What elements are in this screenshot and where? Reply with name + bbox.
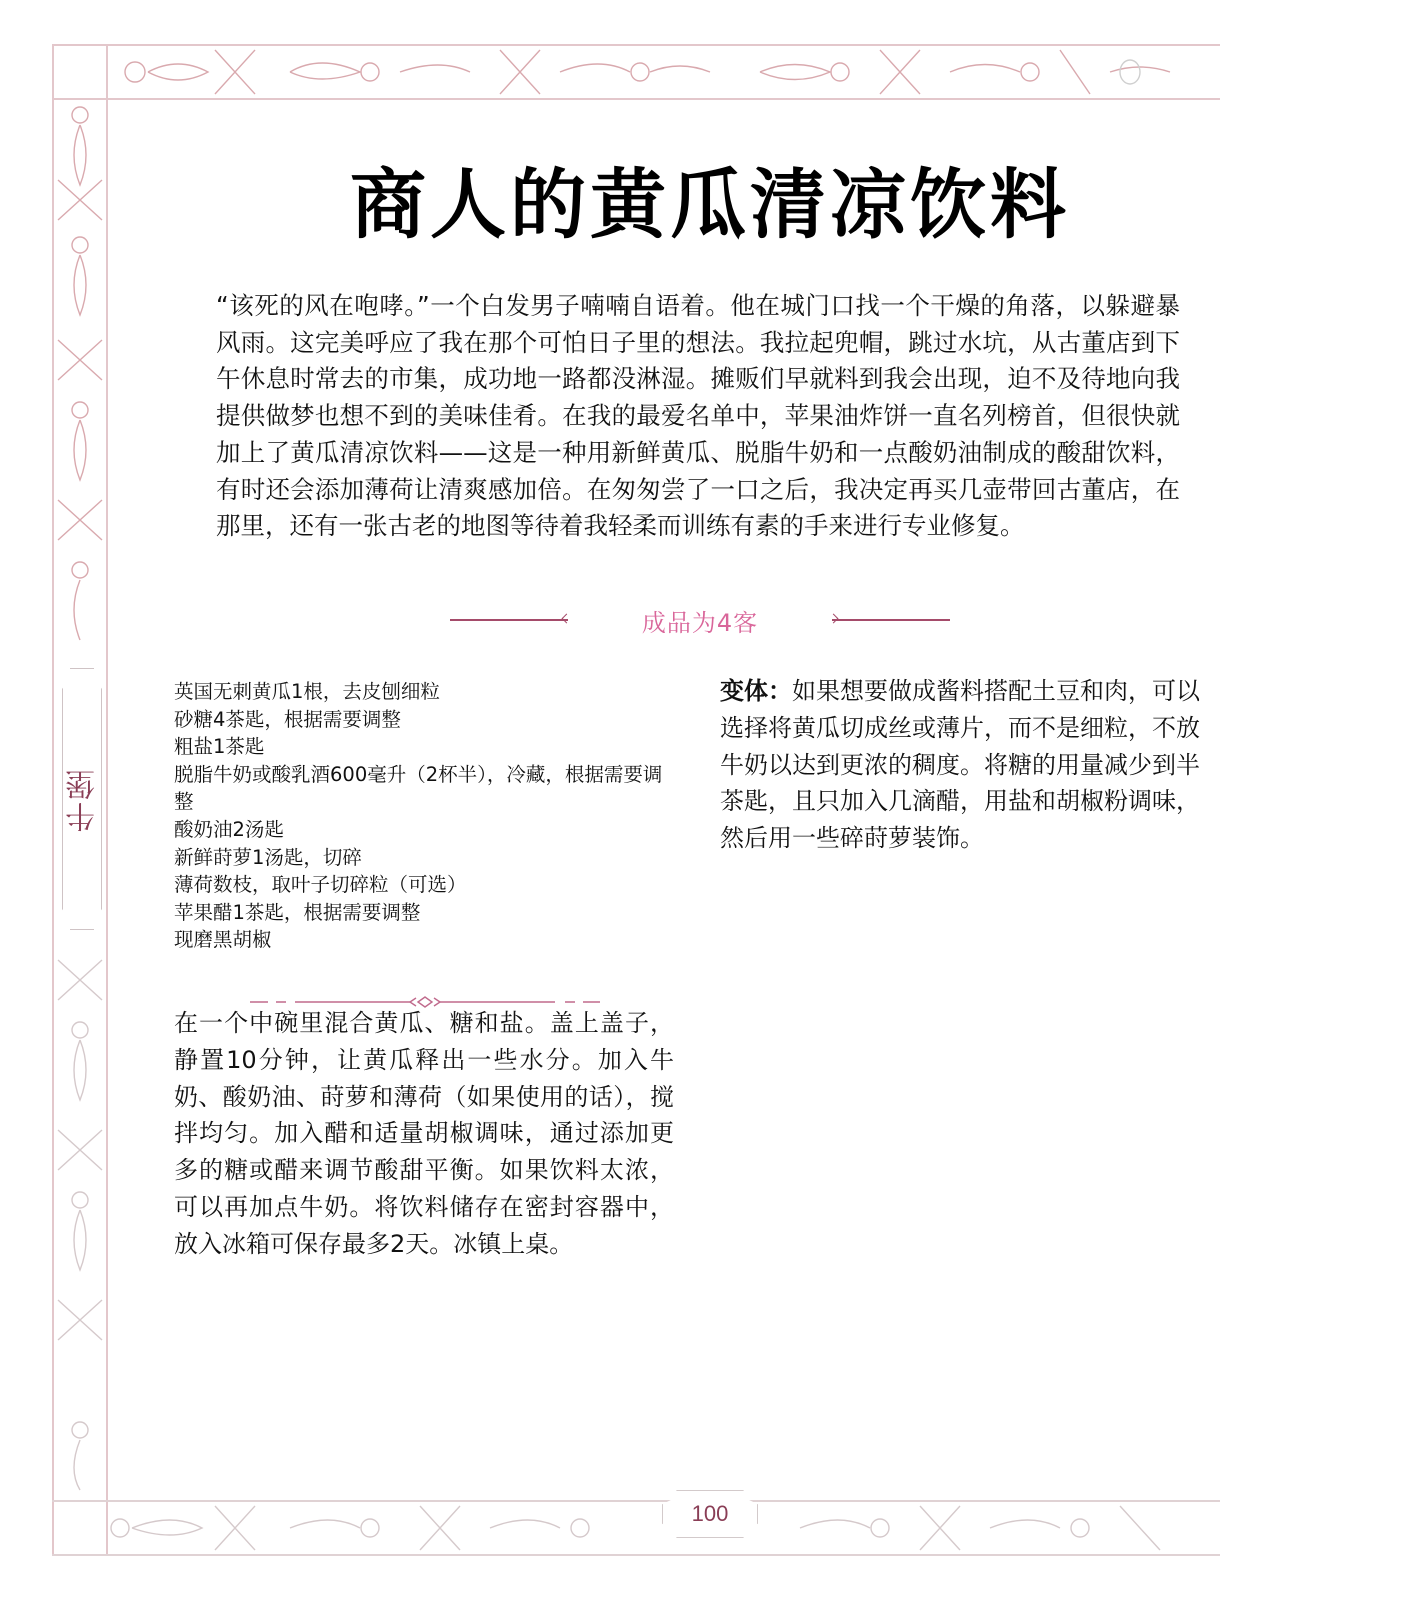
- servings-rule-left: [450, 619, 568, 621]
- servings-text: 成品为4客: [641, 608, 759, 637]
- ingredient-item: 酸奶油2汤匙: [174, 817, 284, 841]
- ingredient-item: 砂糖4茶匙，根据需要调整: [174, 707, 401, 731]
- ingredient-item: 脱脂牛奶或酸乳酒600毫升（2杯半），冷藏，根据需要调整: [174, 762, 663, 814]
- method-paragraph: 在一个中碗里混合黄瓜、糖和盐。盖上盖子，静置10分钟，让黄瓜释出一些水分。加入牛奶、酸奶油、莳萝和薄荷（如果使用的话），搅拌均匀。加入醋和适量胡椒调味，通过添加更多的糖或醋来调节酸甜平衡。如果饮料太浓，可以再加点牛奶。将饮料储存在密封容器中，放入冰箱可保存最多2天。冰镇上桌。: [174, 1009, 674, 1258]
- ingredient-item: 现磨黑胡椒: [174, 928, 272, 952]
- ingredient-item: 薄荷数枝，取叶子切碎粒（可选）: [174, 873, 467, 897]
- intro-paragraph: “该死的风在咆哮。”一个白发男子喃喃自语着。他在城门口找一个干燥的角落，以躲避暴风雨。这完美呼应了我在那个可怕日子里的想法。我拉起兜帽，跳过水坑，从古董店到下午休息时常去的市集，成功地一路都没淋湿。摊贩们早就料到我会出现，迫不及待地向我提供做梦也想不到的美味佳肴。在我的最爱名单中，苹果油炸饼一直名列榜首，但很快就加上了黄瓜清凉饮料——这是一种用新鲜黄瓜、脱脂牛奶和一点酸奶油制成的酸甜饮料，有时还会添加薄荷让清爽感加倍。在匆匆尝了一口之后，我决定再买几壶带回古董店，在那里，还有一张古老的地图等待着我轻柔而训练有素的手来进行专业修复。: [216, 291, 1180, 541]
- page-number: 100: [691, 1501, 729, 1526]
- section-tab-label: 牛堡: [66, 768, 101, 832]
- bottom-motifs: [111, 1506, 1160, 1550]
- servings-rule-right: [832, 619, 950, 621]
- ingredient-item: 粗盐1茶匙: [174, 735, 265, 759]
- variant-note: [720, 673, 1215, 857]
- recipe-title: 商人的黄瓜清凉饮料: [350, 160, 1070, 249]
- servings-header: [450, 600, 950, 640]
- ingredient-item: 英国无刺黄瓜1根，去皮刨细粒: [174, 680, 440, 703]
- ingredient-item: 苹果醋1茶匙，根据需要调整: [174, 900, 421, 924]
- ingredients-list: [174, 678, 674, 954]
- variant-text: 如果想要做成酱料搭配土豆和肉，可以选择将黄瓜切成丝或薄片，而不是细粒，不放牛奶以达到更浓的稠度。将糖的用量减少到半茶匙，且只加入几滴醋，用盐和胡椒粉调味，然后用一些碎莳萝装饰。: [720, 677, 1200, 853]
- top-motifs: [125, 50, 1170, 94]
- variant-label: 变体：: [720, 677, 792, 705]
- ingredient-item: 新鲜莳萝1汤匙，切碎: [174, 845, 362, 869]
